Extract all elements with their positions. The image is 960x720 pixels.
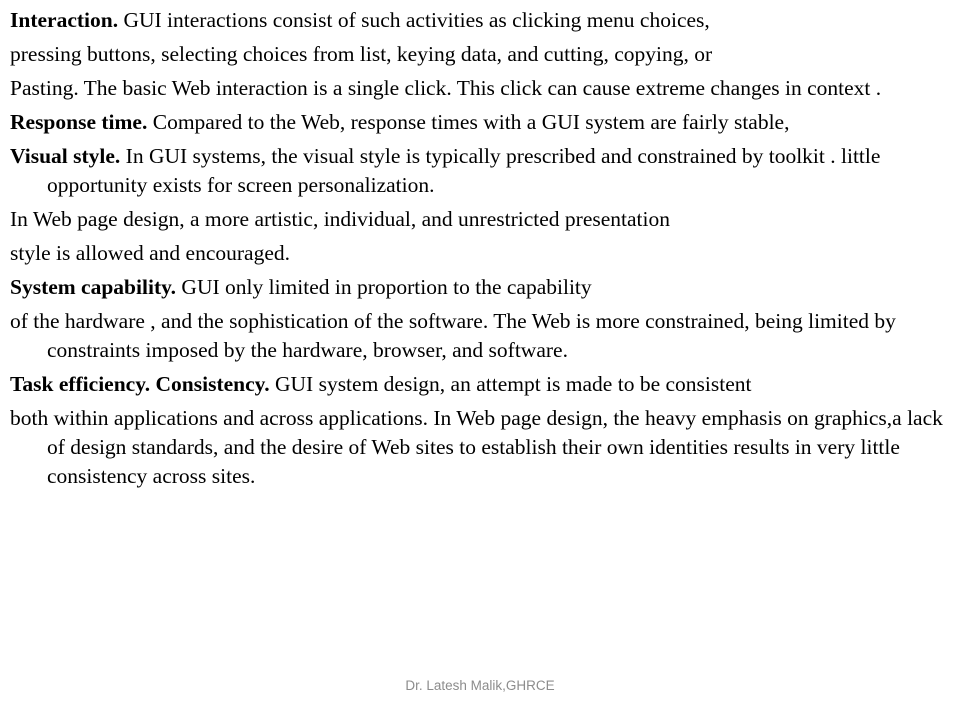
- paragraph-text: style is allowed and encouraged.: [10, 241, 291, 265]
- paragraph-interaction: [10, 6, 945, 35]
- term-label: Task efficiency. Consistency.: [10, 372, 270, 396]
- paragraph-text: In Web page design, a more artistic, individual, and unrestricted presentation: [10, 207, 670, 231]
- paragraph-text: GUI only limited in proportion to the capability: [176, 275, 592, 299]
- paragraph-response-time: [10, 108, 945, 137]
- paragraph-system-capability-cont: [10, 307, 945, 365]
- paragraph-visual-style: [10, 142, 945, 200]
- paragraph-interaction-cont-1: [10, 40, 945, 69]
- slide-body: [10, 6, 945, 496]
- paragraph-web-design-cont: [10, 239, 945, 268]
- term-label: Response time.: [10, 110, 148, 134]
- paragraph-text: GUI system design, an attempt is made to be consistent: [269, 372, 752, 396]
- footer-author: Dr. Latesh Malik,GHRCE: [405, 678, 555, 693]
- paragraph-text: of the hardware , and the sophistication of the software. The Web is more constrained, being limited by constraints imposed by the hardware, browser, and software.: [10, 309, 896, 362]
- term-label: Interaction.: [10, 8, 119, 32]
- paragraph-text: Compared to the Web, response times with a GUI system are fairly stable,: [147, 110, 790, 134]
- term-label: Visual style.: [10, 144, 121, 168]
- paragraph-text: Pasting. The basic Web interaction is a single click. This click can cause extreme changes in context .: [10, 76, 882, 100]
- paragraph-task-efficiency: [10, 370, 945, 399]
- paragraph-text: In GUI systems, the visual style is typically prescribed and constrained by toolkit . little opportunity exists for screen personalization.: [47, 144, 881, 197]
- paragraph-text: GUI interactions consist of such activities as clicking menu choices,: [118, 8, 710, 32]
- term-label: System capability.: [10, 275, 177, 299]
- paragraph-web-design: [10, 205, 945, 234]
- paragraph-text: pressing buttons, selecting choices from list, keying data, and cutting, copying, or: [10, 42, 713, 66]
- paragraph-interaction-cont-2: [10, 74, 945, 103]
- paragraph-consistency-cont: [10, 404, 945, 491]
- paragraph-system-capability: [10, 273, 945, 302]
- paragraph-text: both within applications and across applications. In Web page design, the heavy emphasis on graphics,a lack of design standards, and the desire of Web sites to establish their own identities results in very little consistency across sites.: [10, 406, 943, 488]
